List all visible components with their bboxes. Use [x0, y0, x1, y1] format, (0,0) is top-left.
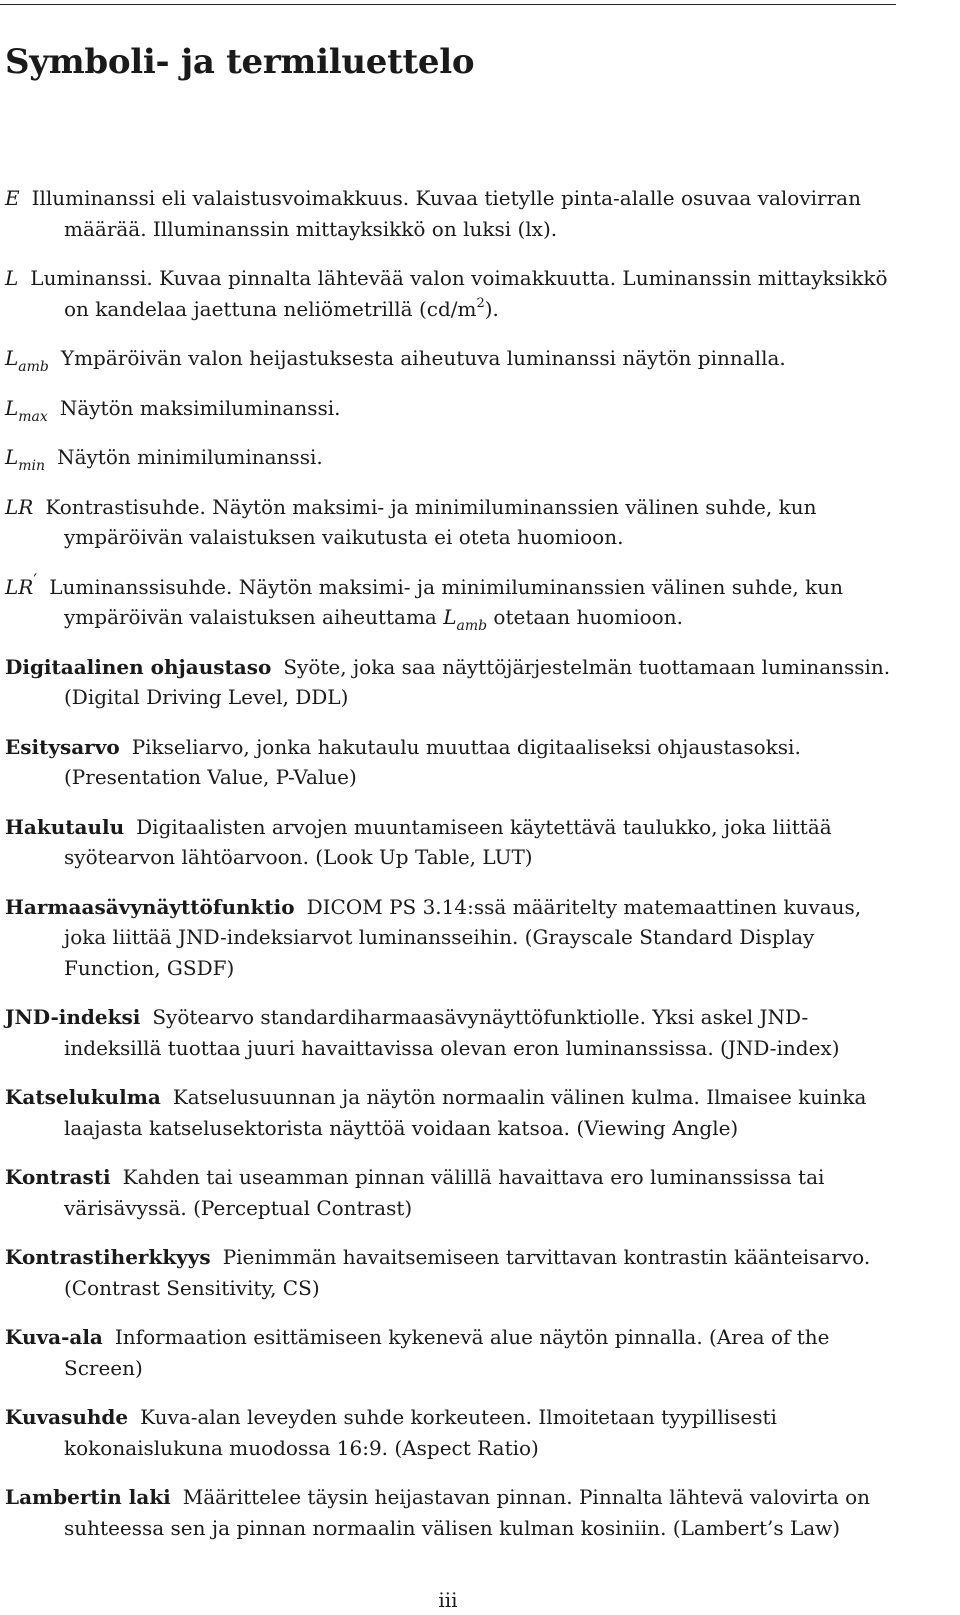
- glossary-entry: [5, 1082, 898, 1143]
- entry-symbol: LR′: [5, 570, 38, 599]
- entry-symbol: $L_{amb}$: [5, 346, 49, 375]
- glossary-entry: [5, 1242, 898, 1303]
- entry-term: Katselukulma: [5, 1085, 161, 1109]
- glossary-entry: [5, 652, 898, 713]
- entry-definition: Luminanssi. Kuvaa pinnalta lähtevää valon voimakkuutta. Luminanssin mittayksikkö on kandelaa jaettuna neliömetrillä $(cd/m^2)$.: [30, 266, 888, 321]
- glossary-entry: [5, 343, 898, 374]
- entry-term: Kuvasuhde: [5, 1405, 129, 1429]
- page-number: iii: [438, 1588, 458, 1612]
- entry-definition: Määrittelee täysin heijastavan pinnan. Pinnalta lähtevä valovirta on suhteessa sen ja pinnan normaalin välisen kulman kosiniin. (Lambert’s Law): [64, 1485, 871, 1540]
- entry-symbol: LR: [5, 494, 34, 519]
- entry-definition: Kuva-alan leveyden suhde korkeuteen. Ilmoitetaan tyypillisesti kokonaislukuna muodossa 16:9. (Aspect Ratio): [64, 1405, 777, 1460]
- entry-symbol: E: [5, 186, 20, 210]
- entry-definition: Informaation esittämiseen kykenevä alue näytön pinnalla. (Area of the Screen): [64, 1325, 830, 1380]
- entry-definition: Digitaalisten arvojen muuntamiseen käytettävä taulukko, joka liittää syötearvon lähtöarvoon. (Look Up Table, LUT): [64, 814, 832, 869]
- glossary-entry: [5, 393, 898, 424]
- entry-term: Kontrastiherkkyys: [5, 1245, 211, 1269]
- entry-symbol: L: [5, 266, 19, 290]
- glossary-list: [5, 183, 898, 1543]
- glossary-entry: [5, 1162, 898, 1223]
- entry-definition: Illuminanssi eli valaistusvoimakkuus. Kuvaa tietylle pinta-alalle osuvaa valovirran määrää. Illuminanssin mittayksikkö on luksi (lx).: [31, 186, 861, 241]
- page-title: Symboli- ja termiluettelo: [5, 42, 475, 82]
- entry-term: Kuva-ala: [5, 1325, 103, 1349]
- top-rule: [0, 4, 896, 5]
- symbol-subscript: amb: [18, 359, 49, 375]
- entry-symbol: $L_{min}$: [5, 445, 46, 474]
- glossary-entry: [5, 442, 898, 473]
- entry-definition: Ympäröivän valon heijastuksesta aiheutuva luminanssi näytön pinnalla.: [60, 346, 786, 370]
- symbol-subscript: max: [18, 408, 48, 425]
- entry-definition: Näytön minimiluminanssi.: [57, 445, 323, 469]
- entry-definition: Luminanssisuhde. Näytön maksimi- ja minimiluminanssien välinen suhde, kun ympäröivän valaistuksen aiheuttama $L_{amb}$ otetaan huomioon.: [49, 574, 843, 634]
- glossary-entry: [5, 812, 898, 873]
- glossary-entry: [5, 1402, 898, 1463]
- entry-definition: Näytön maksimiluminanssi.: [59, 395, 341, 420]
- inline-symbol: $L_{amb}$: [443, 605, 488, 634]
- entry-term: Digitaalinen ohjaustaso: [5, 654, 272, 679]
- entry-definition: Katselusuunnan ja näytön normaalin välinen kulma. Ilmaisee kuinka laajasta katselusektorista näyttöä voidaan katsoa. (Viewing Angle): [64, 1085, 867, 1140]
- entry-symbol: $L_{max}$: [5, 395, 48, 425]
- glossary-entry: [5, 572, 898, 633]
- symbol-subscript: min: [18, 458, 46, 474]
- entry-term: Kontrasti: [5, 1165, 111, 1189]
- entry-definition: DICOM PS 3.14:ssä määritelty matemaattinen kuvaus, joka liittää JND-indeksiarvot luminansseihin. (Grayscale Standard Display Function, GSDF): [64, 894, 862, 980]
- glossary-entry: [5, 1322, 898, 1383]
- entry-definition: Pikseliarvo, jonka hakutaulu muuttaa digitaaliseksi ohjaustasoksi. (Presentation Value, P-Value): [64, 734, 801, 789]
- entry-term: Esitysarvo: [5, 734, 120, 759]
- entry-term: Harmaasävynäyttöfunktio: [5, 894, 295, 919]
- symbol-prime: ′: [33, 570, 38, 591]
- glossary-entry: [5, 492, 898, 553]
- entry-term: Hakutaulu: [5, 814, 125, 839]
- entry-definition: Syöte, joka saa näyttöjärjestelmän tuottamaan luminanssin. (Digital Driving Level, DDL): [64, 654, 891, 709]
- glossary-entry: [5, 263, 898, 324]
- entry-term: Lambertin laki: [5, 1485, 171, 1509]
- entry-definition: Kontrastisuhde. Näytön maksimi- ja minimiluminanssien välinen suhde, kun ympäröivän valaistuksen vaikutusta ei oteta huomioon.: [45, 494, 817, 549]
- entry-definition: Pienimmän havaitsemiseen tarvittavan kontrastin käänteisarvo. (Contrast Sensitivity, CS): [64, 1245, 871, 1300]
- glossary-entry: [5, 892, 898, 984]
- entry-definition: Kahden tai useamman pinnan välillä havaittava ero luminanssissa tai värisävyssä. (Perceptual Contrast): [64, 1165, 825, 1220]
- glossary-entry: [5, 1482, 898, 1543]
- glossary-entry: [5, 1002, 898, 1063]
- entry-definition: Syötearvo standardiharmaasävynäyttöfunktiolle. Yksi askel JND-indeksillä tuottaa juuri havaittavissa olevan eron luminanssissa. (JND-index): [64, 1005, 840, 1060]
- entry-term: JND-indeksi: [5, 1005, 141, 1029]
- glossary-entry: [5, 732, 898, 793]
- glossary-entry: [5, 183, 898, 244]
